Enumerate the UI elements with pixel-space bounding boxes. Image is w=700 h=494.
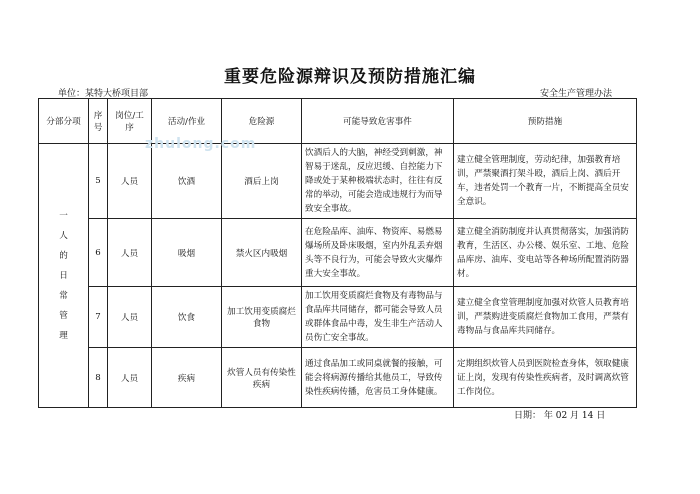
row-measure: 建立健全消防制度并认真贯彻落实，加强消防教育，生活区、办公楼、娱乐室、工地、危险品库房、油库、变电站等各种场所配置消防器材。 xyxy=(454,219,637,287)
header-measure: 预防措施 xyxy=(454,99,637,144)
table-row xyxy=(39,144,637,219)
row-no: 6 xyxy=(89,219,108,287)
category-char: 日 xyxy=(59,270,68,281)
row-activity: 饮食 xyxy=(152,287,222,348)
row-hazard: 炊管人员有传染性疾病 xyxy=(222,348,302,408)
row-no: 7 xyxy=(89,287,108,348)
category-char: 的 xyxy=(59,250,68,261)
row-measure: 定期组织炊管人员到医院检查身体，领取健康证上岗，发现有传染性疾病者，及时调离炊管工作岗位。 xyxy=(454,348,637,408)
category-char: 人 xyxy=(59,230,68,241)
header-category: 分部分项 xyxy=(39,99,89,144)
table-row xyxy=(39,219,637,287)
row-activity: 吸烟 xyxy=(152,219,222,287)
hazard-register-table xyxy=(38,98,637,408)
row-measure: 建立健全食堂管理制度加强对炊管人员教育培训，严禁购进变质腐烂食物加工食用，严禁有毒物品与食品库共同储存。 xyxy=(454,287,637,348)
unit-label: 单位：某特大桥项目部 xyxy=(58,89,149,99)
row-activity: 疾病 xyxy=(152,348,222,408)
row-measure: 建立健全管理制度，劳动纪律，加强教育培训，严禁聚酒打架斗殴，酒后上岗、酒后开车，违者处罚一个教育一片，不断提高全员安全意识。 xyxy=(454,144,637,219)
row-no: 8 xyxy=(89,348,108,408)
row-activity: 饮酒 xyxy=(152,144,222,219)
header-no: 序号 xyxy=(89,99,108,144)
header-hazard: 危险源 xyxy=(222,99,302,144)
row-post: 人员 xyxy=(108,219,152,287)
table-header-row xyxy=(39,99,637,144)
row-event: 通过食品加工或同桌就餐的接触，可能会将病源传播给其他员工，导致传染性疾病传播，危害员工身体健康。 xyxy=(302,348,454,408)
row-hazard: 加工饮用变质腐烂食物 xyxy=(222,287,302,348)
document-title: 重要危险源辩识及预防措施汇编 xyxy=(224,67,476,87)
category-cell xyxy=(39,144,89,408)
row-post: 人员 xyxy=(108,144,152,219)
category-char: 理 xyxy=(59,330,68,341)
row-hazard: 禁火区内吸烟 xyxy=(222,219,302,287)
category-char: 管 xyxy=(59,310,68,321)
row-hazard: 酒后上岗 xyxy=(222,144,302,219)
row-post: 人员 xyxy=(108,287,152,348)
row-event: 在危险品库、油库、物资库、易燃易爆场所及卧床吸烟，室内外乱丢弃烟头等不良行为，可能会导致火灾爆炸重大安全事故。 xyxy=(302,219,454,287)
department-label: 安全生产管理办法 xyxy=(540,89,613,99)
header-activity: 活动/作业 xyxy=(152,99,222,144)
date-label: 日期： 年 02 月 14 日 xyxy=(514,411,606,421)
category-char: 常 xyxy=(59,290,68,301)
row-post: 人员 xyxy=(108,348,152,408)
row-event: 饮酒后人的大脑，神经受到刺激，神智易于迷乱，反应迟缓、自控能力下降或处于某种极端状态时，往往有反常的举动，可能会造成违规行为而导致安全事故。 xyxy=(302,144,454,219)
row-event: 加工饮用变质腐烂食物及有毒物品与食品库共同储存，都可能会导致人员或群体食品中毒，发生非生产活动人员伤亡安全事故。 xyxy=(302,287,454,348)
watermark: zhulong.com xyxy=(145,136,257,152)
table-row xyxy=(39,348,637,408)
category-char: 一 xyxy=(59,210,68,221)
table-row xyxy=(39,287,637,348)
header-post: 岗位/工序 xyxy=(108,99,152,144)
header-event: 可能导致危害事件 xyxy=(302,99,454,144)
row-no: 5 xyxy=(89,144,108,219)
